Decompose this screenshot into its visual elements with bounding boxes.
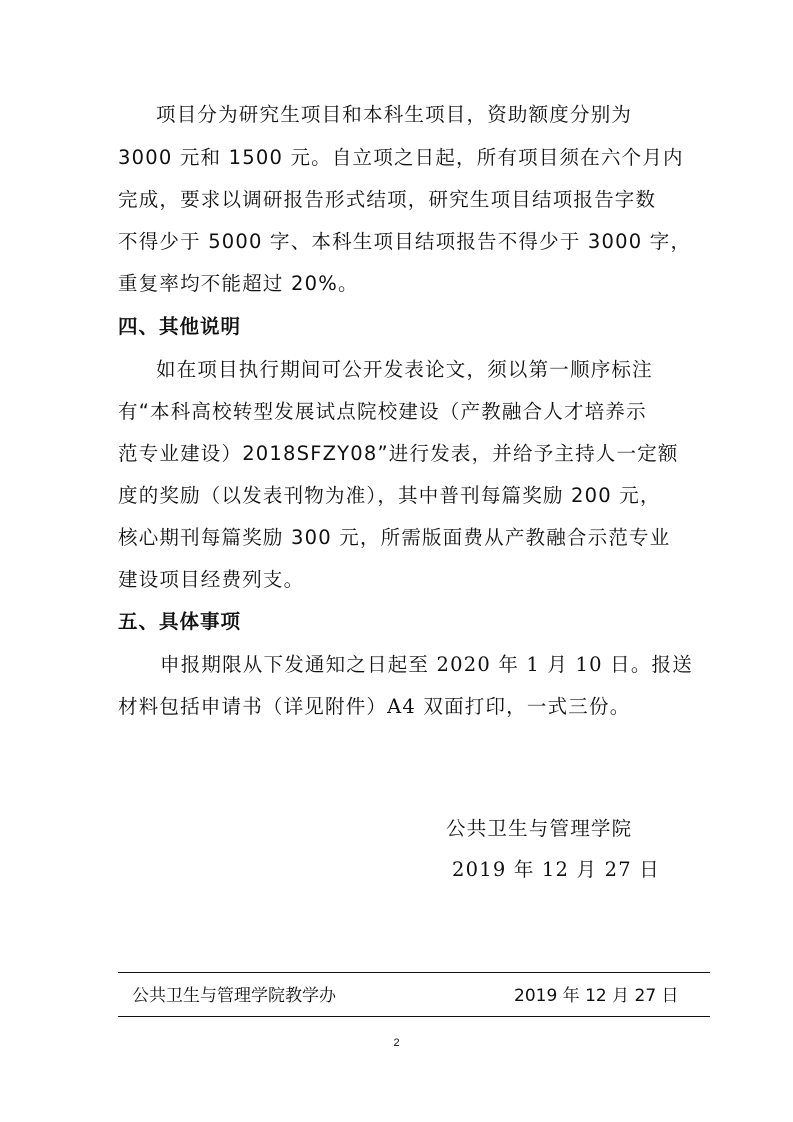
paragraph-line: 3000 元和 1500 元。自立项之日起，所有项目须在六个月内 (118, 146, 684, 169)
signature-organization: 公共卫生与管理学院 (446, 817, 633, 840)
paragraph-line: 度的奖励（以发表刊物为准），其中普刊每篇奖励 200 元， (118, 484, 661, 507)
section-heading-other: 四、其他说明 (118, 315, 242, 338)
paragraph-line: 如在项目执行期间可公开发表论文，须以第一顺序标注 (156, 358, 653, 381)
paragraph-line: 核心期刊每篇奖励 300 元，所需版面费从产教融合示范专业 (118, 526, 671, 549)
paragraph-line: 有“本科高校转型发展试点院校建设（产教融合人才培养示 (118, 400, 647, 423)
footer-top-rule (118, 972, 710, 973)
paragraph-line: 材料包括申请书（详见附件）A4 双面打印，一式三份。 (118, 695, 631, 718)
footer-issuer: 公共卫生与管理学院教学办 (132, 986, 336, 1006)
page-number: 2 (393, 1037, 400, 1049)
paragraph-line: 建设项目经费列支。 (118, 568, 305, 591)
paragraph-line: 重复率均不能超过 20%。 (118, 272, 359, 295)
signature-date: 2019 年 12 月 27 日 (452, 858, 660, 881)
paragraph-line: 不得少于 5000 字、本科生项目结项报告不得少于 3000 字， (118, 230, 692, 253)
section-heading-details: 五、具体事项 (118, 610, 242, 633)
footer-date: 2019 年 12 月 27 日 (514, 986, 679, 1006)
footer-bottom-rule (118, 1016, 710, 1017)
paragraph-line: 完成，要求以调研报告形式结项，研究生项目结项报告字数 (118, 188, 657, 211)
paragraph-line: 申报期限从下发通知之日起至 2020 年 1 月 10 日。报送 (160, 653, 693, 676)
paragraph-line: 项目分为研究生项目和本科生项目，资助额度分别为 (156, 103, 633, 126)
paragraph-line: 范专业建设）2018SFZY08”进行发表，并给予主持人一定额 (118, 442, 679, 465)
